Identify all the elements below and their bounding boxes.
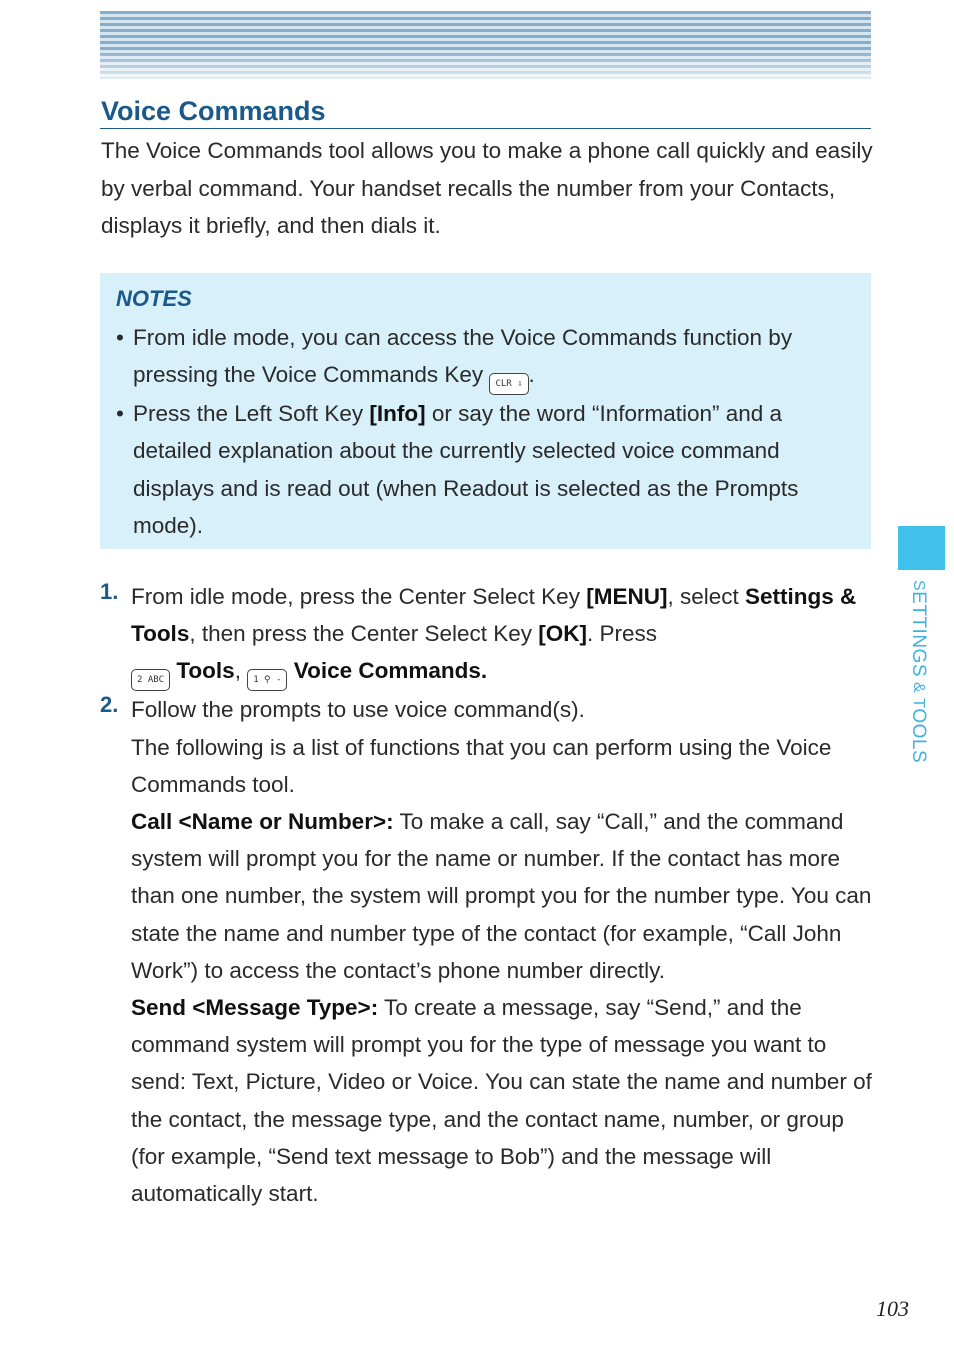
clr-voice-key-icon: CLR ⇩ — [489, 373, 528, 395]
chapter-tab-marker — [898, 526, 945, 570]
chapter-side-label — [907, 580, 929, 763]
side-label-part: OOLS — [908, 708, 929, 764]
page-number: 103 — [876, 1296, 909, 1321]
step-number: 2. — [100, 692, 119, 718]
note-item-voice-key — [116, 319, 857, 395]
title-underline — [100, 128, 871, 129]
side-label-part: S — [910, 580, 927, 592]
side-label-part: ETTINGS — [908, 591, 929, 678]
ok-key-label: [OK] — [538, 621, 588, 647]
notes-heading: NOTES — [116, 286, 192, 311]
step-2 — [100, 691, 874, 1212]
step-1 — [100, 578, 874, 691]
info-key-label: [Info] — [369, 401, 426, 427]
step-text: , select — [667, 584, 739, 609]
steps-list — [100, 578, 874, 1212]
call-command-description — [131, 803, 874, 989]
send-command-text: To create a message, say “Send,” and the command system will prompt you for the type of message you want to send: Text, Picture, Video or Voice. You can state the name and number of the contact, the message type, and the contact name, number, or group (for example, “Send text message to Bob”) and the message will automatically start. — [131, 995, 872, 1207]
step-text: , then press the Center Select Key — [189, 621, 533, 647]
menu-key-label: [MENU] — [586, 584, 668, 609]
send-command-label: Send <Message Type>: — [131, 995, 379, 1021]
note-text: or say the word “Information” and a detailed explanation about the currently selected voice command displays and is read out (when Readout is selected as the Prompts mode). — [133, 401, 799, 538]
note-text: From idle mode, you can access the Voice Commands function by pressing the Voice Commands Key — [133, 325, 793, 388]
step-1-text — [131, 578, 874, 691]
key-1-icon: 1 ⚲ - — [247, 669, 287, 691]
voice-commands-label: Voice Commands. — [293, 658, 488, 684]
tools-label: Tools — [176, 658, 235, 684]
bullet: • — [116, 401, 124, 427]
send-command-description — [131, 989, 874, 1212]
notes-box — [100, 273, 871, 549]
note-text: Press the Left Soft Key — [133, 401, 364, 427]
section-title: Voice Commands — [101, 96, 326, 126]
note-period: . — [528, 362, 535, 388]
step-text: , — [234, 658, 241, 684]
side-label-part: T — [910, 698, 927, 709]
call-command-label: Call <Name or Number>: — [131, 809, 394, 835]
intro-paragraph: The Voice Commands tool allows you to make a phone call quickly and easily by verbal command. Your handset recalls the number from your Contacts, displays it briefly, and then dials it. — [101, 138, 873, 238]
settings-tools-label: Settings & Tools — [131, 584, 857, 647]
header-stripe-fade — [100, 50, 871, 79]
step-2-line-2: The following is a list of functions that you can perform using the Voice Commands tool. — [131, 734, 832, 797]
step-number: 1. — [100, 579, 119, 604]
note-item-info-key — [116, 395, 857, 544]
step-text: From idle mode, press the Center Select Key — [131, 584, 580, 609]
key-2-abc-icon: 2 ABC — [131, 669, 170, 691]
side-label-part: & — [910, 677, 927, 699]
step-2-line-1: Follow the prompts to use voice command(s). — [131, 697, 585, 723]
step-text: . Press — [587, 621, 658, 647]
bullet: • — [116, 325, 124, 350]
call-command-text: To make a call, say “Call,” and the command system will prompt you for the name or number. If the contact has more than one number, the system will prompt you for the number type. You can state the name and number type of the contact (for example, “Call John Work”) to access the contact’s phone number directly. — [131, 809, 872, 983]
